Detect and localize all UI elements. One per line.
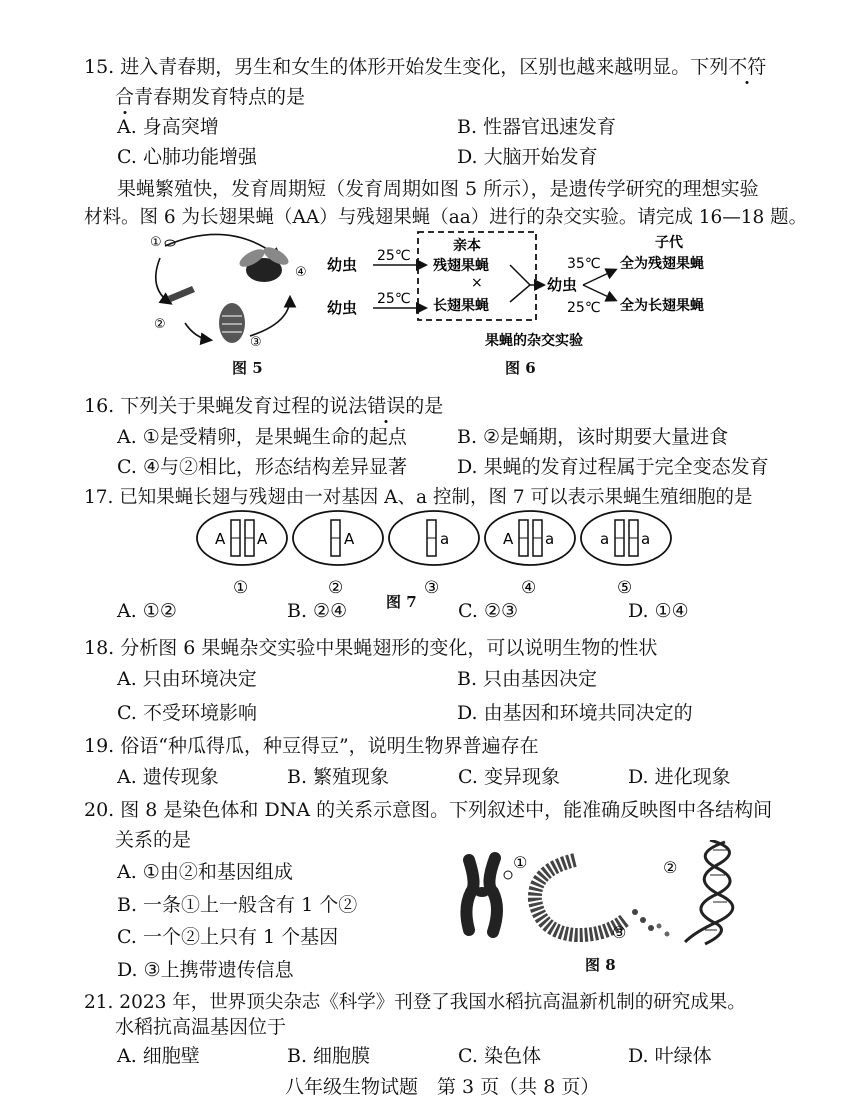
intro-line2: 材料。图 6 为长翅果蝇（AA）与残翅果蝇（aa）进行的杂交实验。请完成 16—18 题。: [84, 207, 808, 228]
cell-1-number: ①: [233, 578, 249, 598]
fig6-larva-1: 幼虫: [327, 256, 358, 274]
q15-option-b: B. 性器官迅速发育: [457, 116, 617, 138]
figure-8: [455, 840, 755, 950]
fig6-result-35: 全为残翅果蝇: [620, 256, 704, 272]
fig5-marker-1: ①: [150, 235, 162, 250]
cell-4: [485, 511, 575, 598]
q19-option-d: D. 进化现象: [628, 766, 731, 788]
chromosome-shape: [466, 858, 497, 932]
double-helix-shape: [685, 840, 733, 944]
q17-option-a: A. ①②: [117, 600, 177, 622]
fig6-temp-1: 25℃: [377, 248, 411, 264]
cell-5-gene-right: a: [641, 530, 651, 548]
cell-4-number: ④: [521, 578, 537, 598]
fig8-marker-3: ③: [612, 923, 627, 942]
cell-2: [293, 511, 383, 598]
cell-1-gene-right: A: [257, 530, 268, 548]
q17-stem: 17. 已知果蝇长翅与残翅由一对基因 A、a 控制，图 7 可以表示果蝇生殖细胞的是: [84, 487, 753, 508]
q15-emphasis-2: 合: [115, 86, 135, 108]
q18-stem: 18. 分析图 6 果蝇杂交实验中果蝇翅形的变化，可以说明生物的性状: [84, 637, 658, 659]
fig8-marker-2: ②: [663, 858, 678, 877]
q18-option-b: B. 只由基因决定: [457, 668, 598, 690]
q16-stem: 16. 下列关于果蝇发育过程的说法错误的是: [84, 395, 444, 417]
cell-5-gene-left: a: [600, 530, 610, 548]
q16-option-c: C. ④与②相比，形态结构差异显著: [117, 456, 407, 478]
q15-option-d: D. 大脑开始发育: [457, 146, 598, 168]
fig6-result-25: 全为长翅果蝇: [620, 298, 704, 314]
fig6-parent-1: 残翅果蝇: [433, 258, 489, 274]
pupa-shape: [219, 303, 245, 343]
cell-3: [389, 511, 479, 598]
q20-option-a: A. ①由②和基因组成: [117, 861, 293, 883]
fig6-larva-2: 幼虫: [327, 299, 358, 317]
fig6-temp-2: 25℃: [377, 291, 411, 307]
q20-stem-line1: 20. 图 8 是染色体和 DNA 的关系示意图。下列叙述中，能准确反映图中各结构间: [84, 799, 773, 821]
cell-1-gene-left: A: [215, 530, 226, 548]
q16-option-d: D. 果蝇的发育过程属于完全变态发育: [457, 456, 769, 478]
q17-option-d: D. ①④: [628, 600, 689, 622]
q19-option-a: A. 遗传现象: [117, 766, 219, 788]
figure-7: [195, 508, 685, 600]
q20-option-c: C. 一个②上只有 1 个基因: [117, 926, 339, 948]
q16-option-a: A. ①是受精卵，是果蝇生命的起点: [117, 426, 407, 448]
figure-6: [325, 230, 745, 350]
q19-option-b: B. 繁殖现象: [287, 766, 390, 788]
q15-option-c: C. 心肺功能增强: [117, 146, 257, 168]
cell-5: [581, 511, 671, 598]
q16-emphasis: 错误: [367, 395, 406, 417]
q19-stem: 19. 俗语“种瓜得瓜，种豆得豆”，说明生物界普遍存在: [84, 735, 539, 757]
figure-7-caption: 图 7: [386, 593, 417, 611]
q18-option-a: A. 只由环境决定: [117, 668, 257, 690]
intro-line1: 果蝇繁殖快，发育周期短（发育周期如图 5 所示），是遗传学研究的理想实验: [117, 178, 759, 200]
fig5-marker-3: ③: [250, 335, 262, 350]
fig6-cross: ×: [471, 275, 483, 291]
q18-option-c: C. 不受环境影响: [117, 702, 257, 724]
q15-stem-line2: 合青春期发育特点的是: [115, 86, 306, 108]
q15-option-a: A. 身高突增: [117, 116, 219, 138]
q17-option-b: B. ②④: [287, 600, 348, 622]
fig6-temp-25b: 25℃: [567, 300, 601, 316]
fig6-temp-35: 35℃: [567, 256, 601, 272]
q20-option-b: B. 一条①上一般含有 1 个②: [117, 894, 358, 916]
cell-3-number: ③: [424, 578, 440, 598]
cell-4-gene-right: a: [545, 530, 555, 548]
q18-option-d: D. 由基因和环境共同决定的: [457, 702, 693, 724]
q15-stem-line1: 15. 进入青春期，男生和女生的体形开始发生变化，区别也越来越明显。下列不符: [84, 56, 767, 78]
coiled-dna-shape: [535, 860, 670, 937]
figure-8-caption: 图 8: [585, 956, 616, 974]
q21-option-c: C. 染色体: [458, 1045, 541, 1067]
page-footer: 八年级生物试题 第 3 页（共 8 页）: [285, 1076, 600, 1098]
q15-emphasis: 不符: [728, 56, 767, 78]
fig6-offspring-label: 子代: [655, 235, 683, 251]
fig6-larva-3: 幼虫: [547, 276, 578, 294]
cell-4-gene-left: A: [503, 530, 514, 548]
q21-stem-line1: 21. 2023 年，世界顶尖杂志《科学》刊登了我国水稻抗高温新机制的研究成果。: [84, 992, 746, 1013]
fig6-title: 果蝇的杂交实验: [485, 333, 583, 349]
cell-2-number: ②: [328, 578, 344, 598]
fig8-marker-1: ①: [513, 853, 528, 872]
q20-stem-line2: 关系的是: [115, 829, 192, 851]
cell-1: [197, 511, 287, 598]
fig6-parent-2: 长翅果蝇: [433, 298, 489, 314]
q21-option-d: D. 叶绿体: [628, 1045, 712, 1067]
q17-option-c: C. ②③: [458, 600, 519, 622]
q19-option-c: C. 变异现象: [458, 766, 560, 788]
cell-2-gene: A: [344, 530, 355, 548]
cell-3-gene: a: [440, 530, 450, 548]
q21-stem-line2: 水稻抗高温基因位于: [115, 1016, 287, 1038]
fig5-marker-2: ②: [154, 317, 166, 332]
q21-option-a: A. 细胞壁: [117, 1045, 200, 1067]
figure-6-caption: 图 6: [505, 359, 536, 377]
larva-shape: [168, 286, 195, 302]
fig5-marker-4: ④: [295, 265, 307, 280]
q21-option-b: B. 细胞膜: [287, 1045, 371, 1067]
q20-option-d: D. ③上携带遗传信息: [117, 959, 294, 981]
figure-5: [140, 228, 330, 368]
cell-5-number: ⑤: [617, 578, 633, 598]
figure-5-caption: 图 5: [232, 359, 263, 377]
q16-option-b: B. ②是蛹期，该时期要大量进食: [457, 426, 729, 448]
fig6-parents-label: 亲本: [453, 238, 481, 254]
